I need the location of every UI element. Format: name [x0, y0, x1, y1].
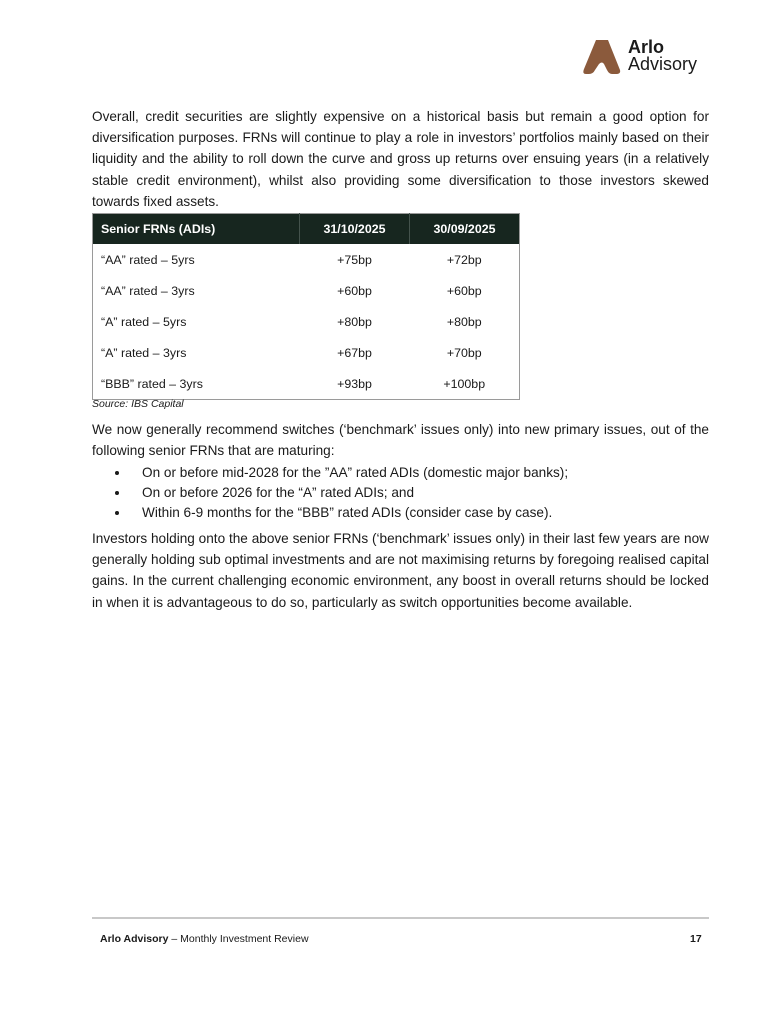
paragraph-investor-advice: Investors holding onto the above senior FRNs (‘benchmark’ issues only) in their last few years are now generally holding sub optimal investments and are not maximising returns by foregoing realised capital gains. In the current challenging economic environment, any boost in overall returns should be locked in when it is advantageous to do so, particularly as switch opportunities become available. — [92, 531, 709, 610]
table-cell: +70bp — [446, 345, 482, 360]
footer-divider — [92, 917, 709, 919]
footer-brand: Arlo Advisory — [100, 933, 169, 945]
table-row — [93, 244, 520, 275]
table-cell: +67bp — [337, 345, 372, 360]
table-cell: +93bp — [337, 376, 372, 391]
column-header: 30/09/2025 — [410, 214, 520, 245]
maturity-bullet-list — [92, 463, 568, 523]
table-cell: “BBB” rated – 3yrs — [101, 376, 203, 391]
table-row — [93, 306, 520, 337]
list-item: • Within 6-9 months for the “BBB” rated ADIs (consider case by case). — [130, 503, 568, 523]
table-cell: +80bp — [337, 314, 372, 329]
table-cell: “A” rated – 5yrs — [101, 314, 187, 329]
table-cell: +80bp — [446, 314, 482, 329]
table-row — [93, 368, 520, 400]
paragraph-credit-overview: Overall, credit securities are slightly expensive on a historical basis but remain a good option for diversification purposes. FRNs will continue to play a role in investors’ portfolios mainly based on their liquidity and the ability to roll down the curve and gross up returns over ensuing years (in a relatively stable credit environment), whilst also providing some diversification to those investors skewed towards fixed assets. — [92, 109, 709, 209]
list-item: • On or before 2026 for the “A” rated ADIs; and — [130, 483, 568, 503]
arlo-logo-icon — [582, 36, 622, 76]
senior-frn-table — [92, 213, 520, 400]
logo-line1: Arlo — [628, 37, 664, 57]
table-row — [93, 275, 520, 306]
table-cell: +60bp — [337, 283, 372, 298]
table-cell: “A” rated – 3yrs — [101, 345, 187, 360]
table-cell: +60bp — [446, 283, 482, 298]
column-header: Senior FRNs (ADIs) — [93, 214, 300, 245]
paragraph-switch-recommendation: We now generally recommend switches (‘benchmark’ issues only) into new primary issues, out of the following senior FRNs that are maturing: — [92, 422, 709, 459]
arlo-advisory-logo — [582, 36, 697, 76]
logo-line2: Advisory — [628, 54, 698, 74]
list-item: • On or before mid-2028 for the ”AA” rated ADIs (domestic major banks); — [130, 463, 568, 483]
table-source: Source: IBS Capital — [92, 398, 184, 410]
page-number: 17 — [690, 933, 702, 945]
table-cell: +75bp — [337, 252, 372, 267]
footer-text — [100, 933, 309, 945]
table-cell: “AA” rated – 3yrs — [101, 283, 195, 298]
table-cell: +100bp — [443, 376, 486, 391]
table-cell: “AA” rated – 5yrs — [101, 252, 195, 267]
table-cell: +72bp — [446, 252, 482, 267]
column-header: 31/10/2025 — [300, 214, 410, 245]
table-row — [93, 337, 520, 368]
table-header-row — [93, 214, 520, 245]
footer-title: – Monthly Investment Review — [168, 933, 309, 945]
